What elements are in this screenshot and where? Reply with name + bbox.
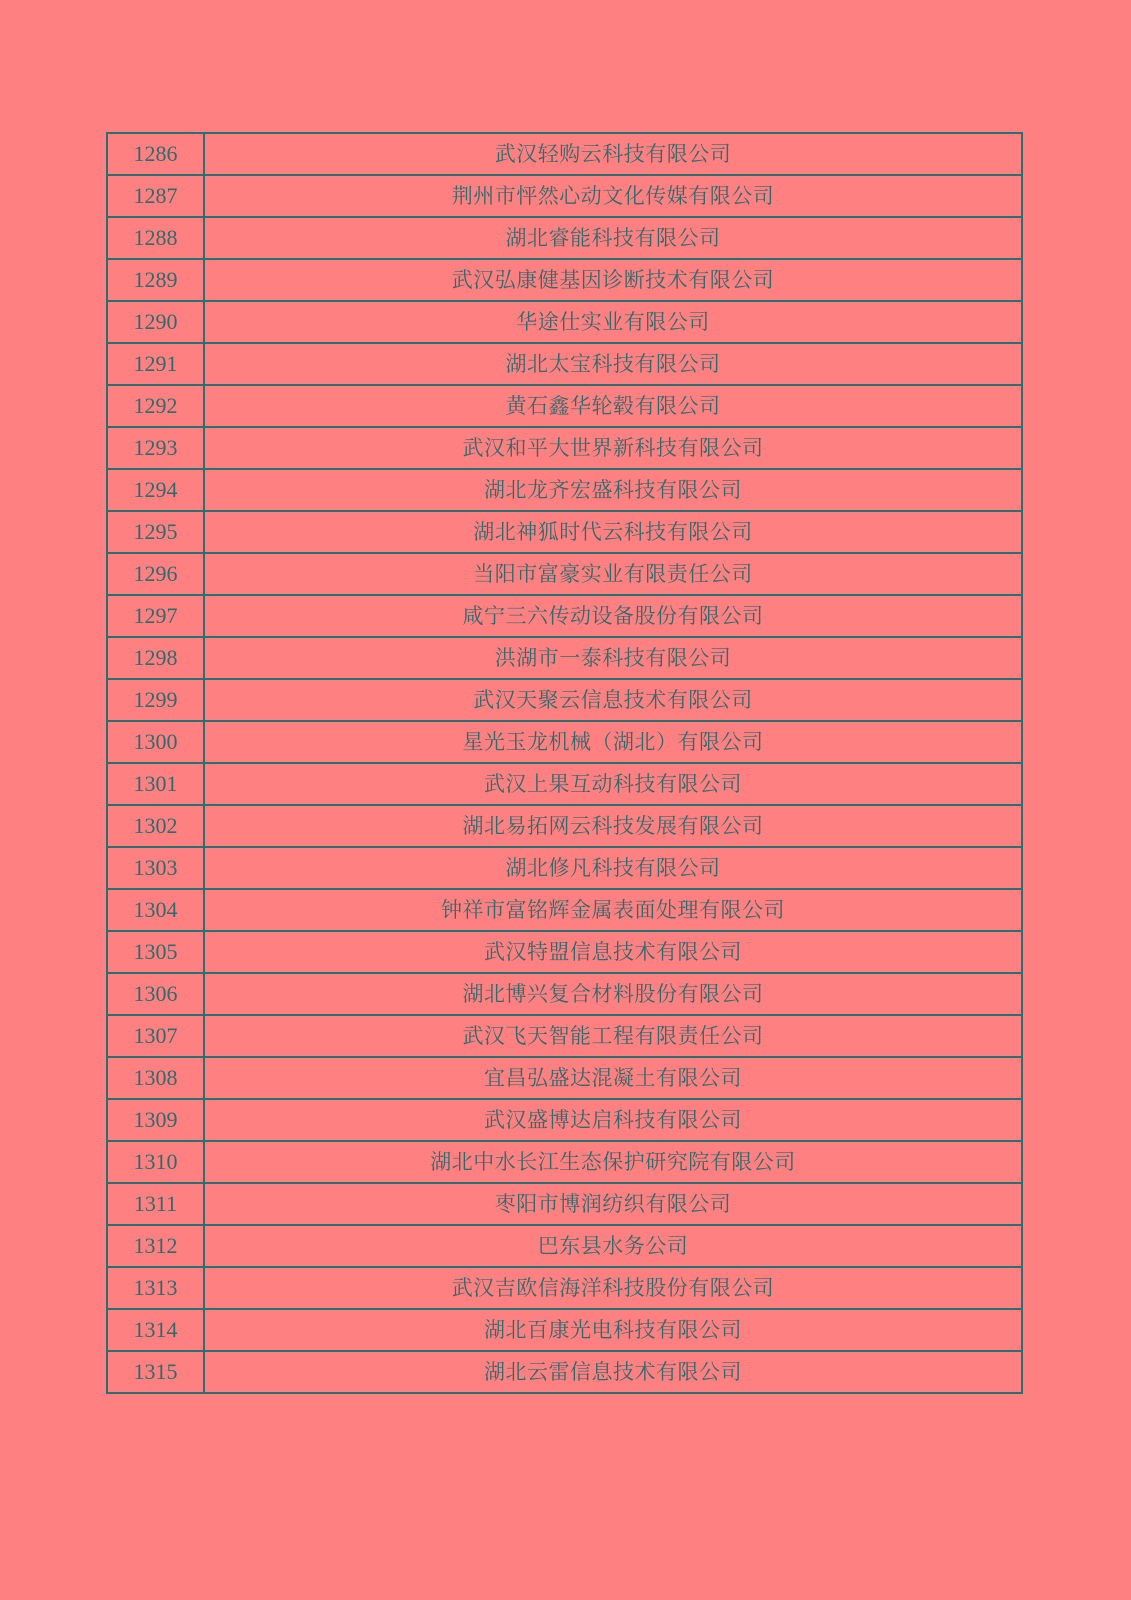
table-row (107, 847, 1022, 889)
company-name: 当阳市富豪实业有限责任公司 (204, 553, 1022, 595)
company-name: 宜昌弘盛达混凝土有限公司 (204, 1057, 1022, 1099)
company-name: 咸宁三六传动设备股份有限公司 (204, 595, 1022, 637)
table-row (107, 889, 1022, 931)
row-number: 1288 (107, 217, 204, 259)
company-name: 武汉飞天智能工程有限责任公司 (204, 1015, 1022, 1057)
table-row (107, 973, 1022, 1015)
table-row (107, 175, 1022, 217)
row-number: 1295 (107, 511, 204, 553)
row-number: 1292 (107, 385, 204, 427)
table-row (107, 1057, 1022, 1099)
company-name: 星光玉龙机械（湖北）有限公司 (204, 721, 1022, 763)
row-number: 1297 (107, 595, 204, 637)
table-row (107, 679, 1022, 721)
table-row (107, 931, 1022, 973)
row-number: 1293 (107, 427, 204, 469)
company-name: 湖北神狐时代云科技有限公司 (204, 511, 1022, 553)
table-row (107, 1351, 1022, 1393)
table-row (107, 133, 1022, 175)
table-row (107, 427, 1022, 469)
row-number: 1313 (107, 1267, 204, 1309)
company-name: 湖北博兴复合材料股份有限公司 (204, 973, 1022, 1015)
row-number: 1303 (107, 847, 204, 889)
company-name: 武汉盛博达启科技有限公司 (204, 1099, 1022, 1141)
company-name: 湖北云雷信息技术有限公司 (204, 1351, 1022, 1393)
company-name: 武汉和平大世界新科技有限公司 (204, 427, 1022, 469)
table-row (107, 805, 1022, 847)
table-row (107, 1309, 1022, 1351)
table-row (107, 259, 1022, 301)
table-row (107, 1183, 1022, 1225)
company-name: 武汉天聚云信息技术有限公司 (204, 679, 1022, 721)
company-name: 湖北睿能科技有限公司 (204, 217, 1022, 259)
table-row (107, 511, 1022, 553)
company-name: 湖北中水长江生态保护研究院有限公司 (204, 1141, 1022, 1183)
row-number: 1314 (107, 1309, 204, 1351)
row-number: 1301 (107, 763, 204, 805)
company-name: 湖北修凡科技有限公司 (204, 847, 1022, 889)
row-number: 1294 (107, 469, 204, 511)
company-name: 枣阳市博润纺织有限公司 (204, 1183, 1022, 1225)
table-row (107, 343, 1022, 385)
company-name: 巴东县水务公司 (204, 1225, 1022, 1267)
table-row (107, 595, 1022, 637)
company-name: 荆州市怦然心动文化传媒有限公司 (204, 175, 1022, 217)
row-number: 1311 (107, 1183, 204, 1225)
table-row (107, 1099, 1022, 1141)
row-number: 1298 (107, 637, 204, 679)
company-name: 湖北百康光电科技有限公司 (204, 1309, 1022, 1351)
row-number: 1296 (107, 553, 204, 595)
table-row (107, 553, 1022, 595)
row-number: 1287 (107, 175, 204, 217)
company-name: 武汉特盟信息技术有限公司 (204, 931, 1022, 973)
row-number: 1304 (107, 889, 204, 931)
row-number: 1305 (107, 931, 204, 973)
table-body (107, 133, 1022, 1393)
company-name: 洪湖市一泰科技有限公司 (204, 637, 1022, 679)
table-row (107, 1267, 1022, 1309)
table-row (107, 721, 1022, 763)
company-list-table (106, 132, 1023, 1394)
table-row (107, 637, 1022, 679)
row-number: 1312 (107, 1225, 204, 1267)
table-row (107, 1141, 1022, 1183)
row-number: 1290 (107, 301, 204, 343)
table-row (107, 385, 1022, 427)
company-name: 钟祥市富铭辉金属表面处理有限公司 (204, 889, 1022, 931)
row-number: 1307 (107, 1015, 204, 1057)
company-name: 黄石鑫华轮毂有限公司 (204, 385, 1022, 427)
table-row (107, 301, 1022, 343)
table-row (107, 469, 1022, 511)
company-name: 湖北易拓网云科技发展有限公司 (204, 805, 1022, 847)
company-name: 武汉上果互动科技有限公司 (204, 763, 1022, 805)
company-name: 华途仕实业有限公司 (204, 301, 1022, 343)
row-number: 1291 (107, 343, 204, 385)
company-name: 武汉轻购云科技有限公司 (204, 133, 1022, 175)
row-number: 1302 (107, 805, 204, 847)
company-name: 武汉吉欧信海洋科技股份有限公司 (204, 1267, 1022, 1309)
row-number: 1306 (107, 973, 204, 1015)
row-number: 1299 (107, 679, 204, 721)
company-name: 武汉弘康健基因诊断技术有限公司 (204, 259, 1022, 301)
row-number: 1315 (107, 1351, 204, 1393)
row-number: 1308 (107, 1057, 204, 1099)
row-number: 1300 (107, 721, 204, 763)
company-name: 湖北太宝科技有限公司 (204, 343, 1022, 385)
row-number: 1310 (107, 1141, 204, 1183)
table-row (107, 763, 1022, 805)
table-row (107, 217, 1022, 259)
row-number: 1289 (107, 259, 204, 301)
company-name: 湖北龙齐宏盛科技有限公司 (204, 469, 1022, 511)
row-number: 1309 (107, 1099, 204, 1141)
table-row (107, 1015, 1022, 1057)
table-row (107, 1225, 1022, 1267)
row-number: 1286 (107, 133, 204, 175)
